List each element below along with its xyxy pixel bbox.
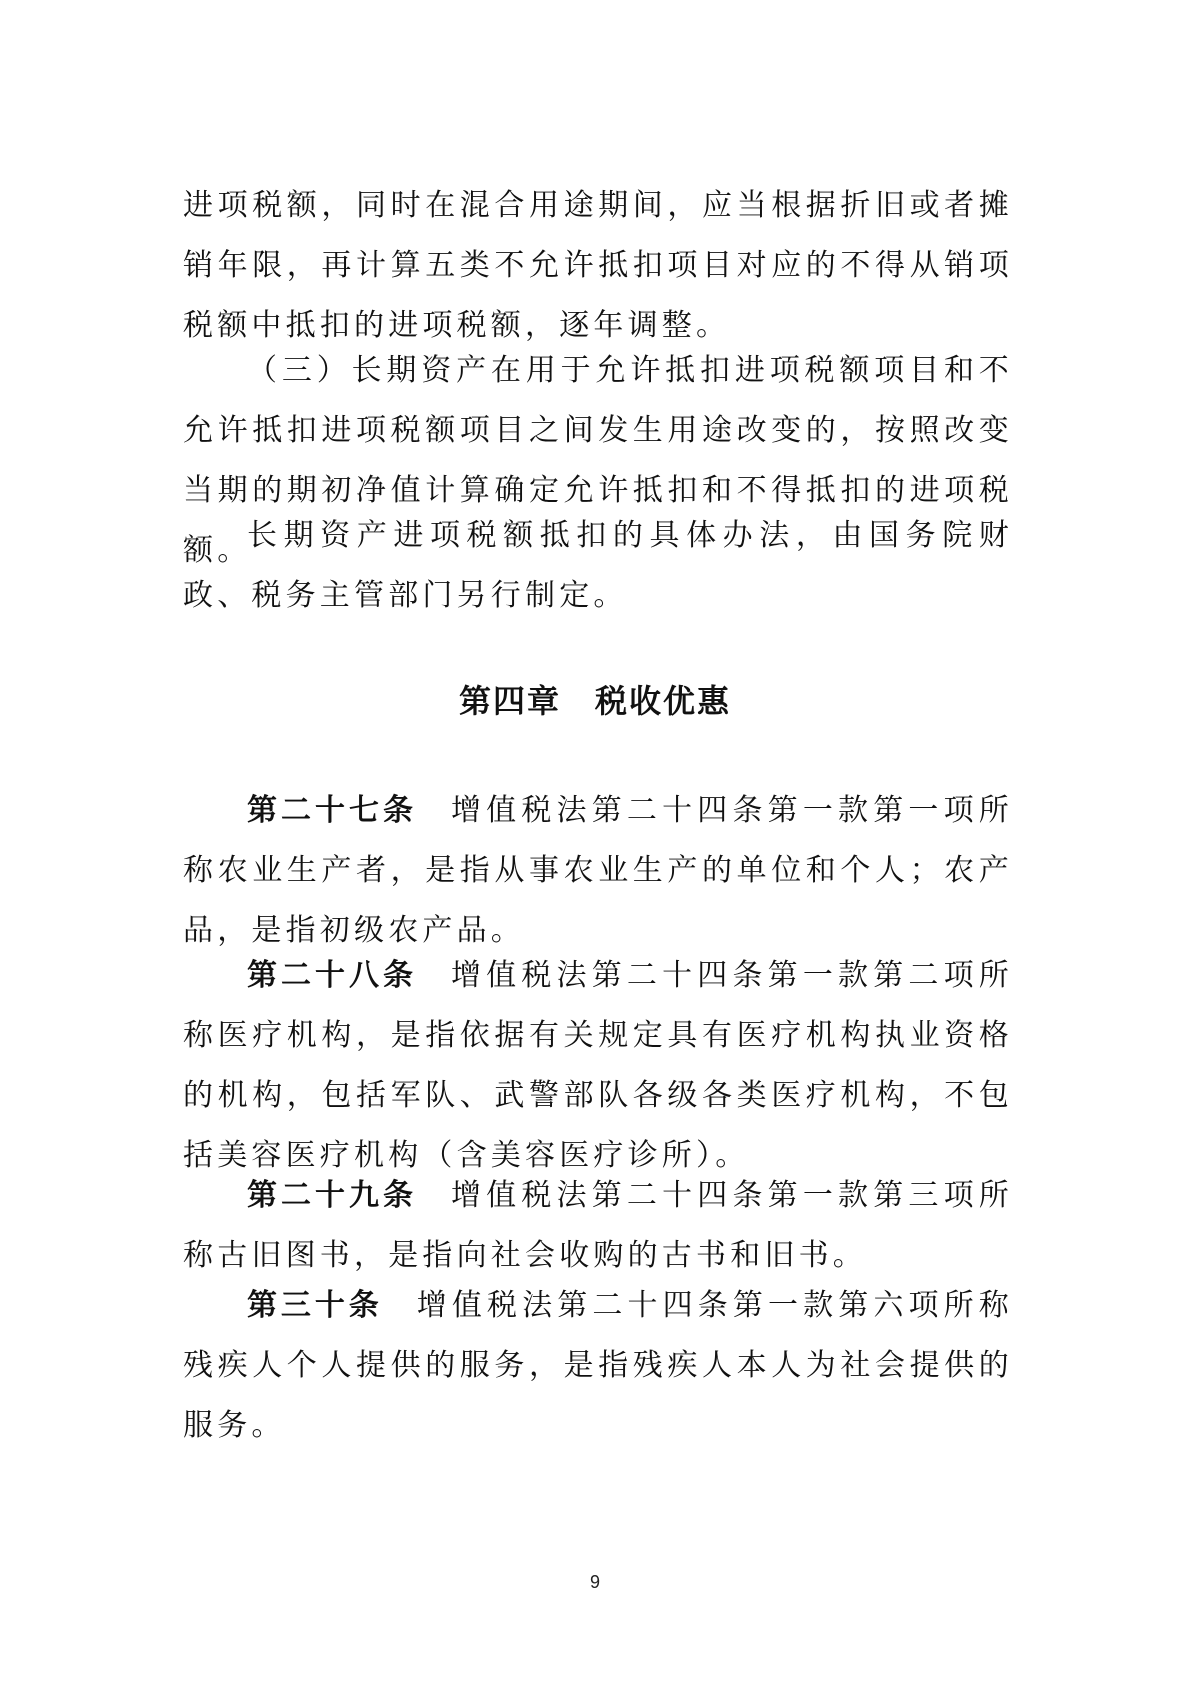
article-body: 增值税法第二十四条第一款第二项所称医疗机构，是指依据有关规定具有医疗机构执业资格的机构，包括军队、武警部队各级各类医疗机构，不包括美容医疗机构（含美容医疗诊所）。 [183, 958, 1014, 1173]
paragraph-long-term-assets: 长期资产进项税额抵扣的具体办法，由国务院财政、税务主管部门另行制定。 [183, 518, 1013, 613]
article-28 [183, 946, 1013, 1186]
article-27 [183, 781, 1013, 961]
article-30 [183, 1276, 1013, 1456]
article-29 [183, 1166, 1013, 1286]
article-body: 增值税法第二十四条第一款第三项所称古旧图书，是指向社会收购的古书和旧书。 [183, 1178, 1014, 1273]
chapter-title: 第四章 税收优惠 [458, 682, 731, 720]
page-number: 9 [589, 1572, 600, 1592]
article-heading: 第二十九条 [247, 1178, 417, 1213]
paragraph-continuation: 进项税额，同时在混合用途期间，应当根据折旧或者摊销年限，再计算五类不允许抵扣项目对应的不得从销项税额中抵扣的进项税额，逐年调整。 [183, 188, 1013, 343]
article-heading: 第二十八条 [247, 958, 417, 993]
article-heading: 第三十条 [247, 1288, 383, 1323]
article-body: 增值税法第二十四条第一款第一项所称农业生产者，是指从事农业生产的单位和个人；农产品，是指初级农产品。 [183, 793, 1014, 948]
paragraph-item-three: （三）长期资产在用于允许抵扣进项税额项目和不允许抵扣进项税额项目之间发生用途改变的，按照改变当期的期初净值计算确定允许抵扣和不得抵扣的进项税额。 [183, 353, 1013, 568]
article-body: 增值税法第二十四条第一款第六项所称残疾人个人提供的服务，是指残疾人本人为社会提供的服务。 [183, 1288, 1013, 1443]
article-heading: 第二十七条 [247, 793, 417, 828]
